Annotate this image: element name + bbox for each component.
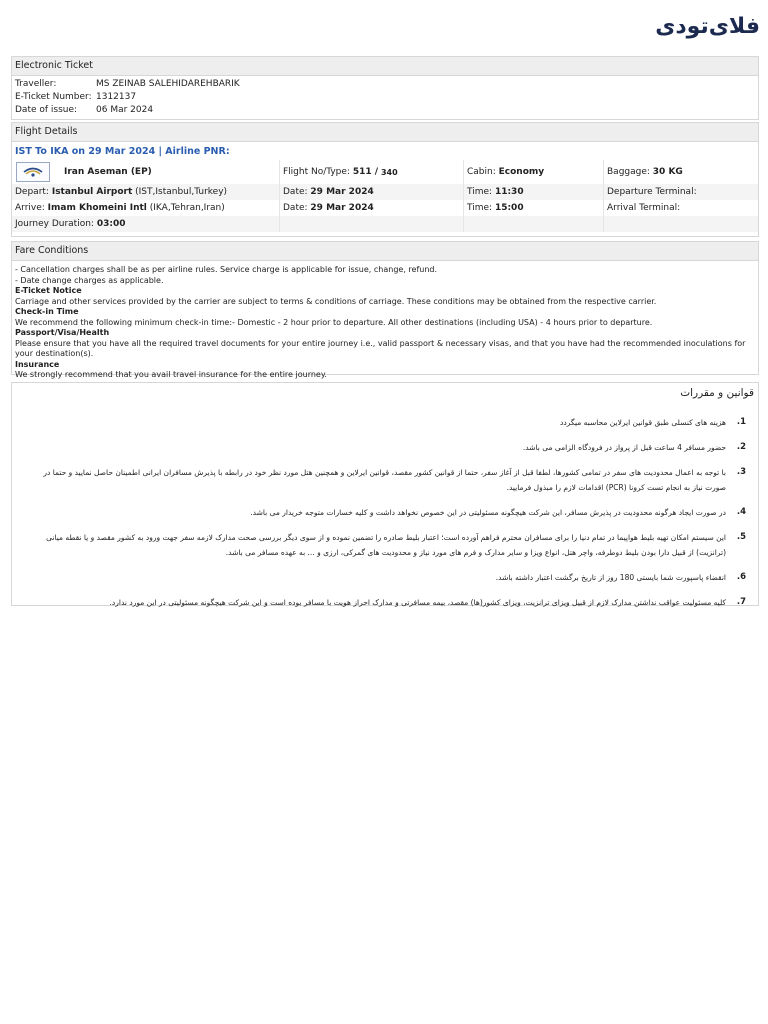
brand-logo: فلای‌تودی (655, 14, 760, 39)
flight-details-section (11, 122, 759, 237)
fare-conditions-section (11, 241, 759, 379)
rule-item (26, 505, 746, 520)
arrive-time-cell (464, 200, 604, 216)
depart-time-label: Time: (467, 187, 493, 197)
eticket-notice-text: Carriage and other services provided by the carrier are subject to terms & conditions of carriage. These conditions may be obtained from the respective carrier. (15, 296, 657, 306)
airline-row (12, 160, 758, 184)
rule-number: 3. (736, 467, 746, 477)
electronic-ticket-section (11, 56, 759, 120)
arrive-cell (12, 200, 280, 216)
date-of-issue-label: Date of issue: (15, 105, 78, 115)
rule-item (26, 440, 746, 455)
fare-line: - Cancellation charges shall be as per airline rules. Service charge is applicable for issue, change, refund. (15, 265, 438, 274)
passport-title: Passport/Visa/Health (15, 328, 110, 337)
depart-date: 29 Mar 2024 (310, 187, 374, 197)
traveller-value: MS ZEINAB SALEHIDAREHBARIK (96, 79, 240, 89)
departure-terminal: Departure Terminal: (607, 187, 697, 197)
rule-text: کلیه مسئولیت عواقب نداشتن مدارک لازم از قبیل ویزای ترانزیت، ویزای کشور(ها) مقصد، بیمه مسافرتی و مدارک احراز هویت با مسافر بوده است و این شرکت هیچگونه مسئولیتی در این مورد ندارد. (109, 598, 726, 607)
rule-number: 5. (736, 532, 746, 542)
arrive-place: (IKA,Tehran,Iran) (149, 203, 225, 213)
arrive-time-label: Time: (467, 203, 493, 213)
cabin-cell (464, 160, 604, 184)
duration-row (12, 216, 758, 232)
section-title: Electronic Ticket (12, 57, 758, 76)
empty-cell (604, 216, 758, 232)
insurance-text: We strongly recommend that you avail travel insurance for the entire journey. (15, 370, 327, 379)
rule-number: 2. (736, 442, 746, 452)
rule-item (26, 530, 746, 560)
rule-number: 4. (736, 507, 746, 517)
depart-place: (IST,Istanbul,Turkey) (135, 187, 228, 197)
arrive-row (12, 200, 758, 216)
rules-section (11, 382, 759, 606)
rule-number: 1. (736, 417, 746, 427)
duration-label: Journey Duration: (15, 219, 94, 229)
depart-time: 11:30 (494, 187, 524, 197)
rule-text: با توجه به اعمال محدودیت های سفر در تمامی کشورها، لطفا قبل از آغاز سفر، حتما از قوانین کشور مقصد، قوانین ایرلاین و همچنین هتل مورد نظر خود در رابطه با پذیرش مسافران ایرانی اطمینان حاصل نمایید و حتما در صورت نیاز به انجام تست کرونا (PCR) اقدامات لازم را مبذول فرمایید. (43, 468, 726, 492)
airline-name: Iran Aseman (EP) (64, 167, 152, 177)
depart-date-label: Date: (283, 187, 308, 197)
aircraft-type: 340 (380, 167, 398, 177)
baggage-label: Baggage: (607, 167, 650, 177)
duration-value: 03:00 (96, 219, 126, 229)
cabin-label: Cabin: (467, 167, 496, 177)
rule-text: در صورت ایجاد هرگونه محدودیت در پذیرش مسافر، این شرکت هیچگونه مسئولیتی در این خصوص نخواهد داشت و کلیه خسارات متوجه خریدار می باشد. (250, 508, 726, 517)
rule-item (26, 415, 746, 430)
fare-line: - Date change charges as applicable. (15, 275, 164, 285)
empty-cell (464, 216, 604, 232)
arrive-date: 29 Mar 2024 (310, 203, 374, 213)
cabin-value: Economy (498, 167, 545, 177)
flight-no-value: 511 / (352, 167, 379, 177)
arrive-airport: Imam Khomeini Intl (47, 203, 147, 213)
rule-text: این سیستم امکان تهیه بلیط هواپیما در تمام دنیا را برای مسافران محترم فراهم آورده است؛ اعتبار بلیط صادره را تضمین نموده و از سوی دیگر بررسی صحت مدارک لازمه سفر جهت ورود به کشور مقصد و یا نقطه میانی (ترانزیت) از قبیل دارا بودن بلیط دوطرفه، واچر هتل، انواع ویزا و سایر مدارک و فرم های مورد نیاز و محدودیت های گمرکی، ارزی و ... به عهده مسافر می باشد. (46, 533, 726, 557)
rule-number: 7. (736, 597, 746, 607)
depart-date-cell (280, 184, 464, 200)
duration-cell (12, 216, 280, 232)
baggage-cell (604, 160, 758, 184)
depart-time-cell (464, 184, 604, 200)
arrive-date-cell (280, 200, 464, 216)
rule-number: 6. (736, 572, 746, 582)
arrive-label: Arrive: (15, 203, 45, 213)
flight-no-cell (280, 160, 464, 184)
checkin-title: Check-in Time (15, 307, 79, 316)
fare-text (12, 261, 758, 384)
airline-cell (12, 160, 280, 184)
depart-row (12, 184, 758, 200)
eticket-number-value: 1312137 (96, 92, 137, 102)
rules-title: قوانین و مقررات (680, 387, 754, 399)
route-heading: IST To IKA on 29 Mar 2024 | Airline PNR: (15, 146, 230, 157)
rule-text: هزینه های کنسلی طبق قوانین ایرلاین محاسبه میگردد (560, 418, 726, 427)
date-of-issue-row (15, 104, 756, 117)
depart-cell (12, 184, 280, 200)
traveller-row (15, 78, 756, 91)
depart-airport: Istanbul Airport (51, 187, 133, 197)
rule-text: انقضاء پاسپورت شما بایستی 180 روز از تاریخ برگشت اعتبار داشته باشد. (495, 573, 726, 582)
eticket-notice-title: E-Ticket Notice (15, 286, 82, 295)
flight-grid (12, 160, 758, 232)
arrive-date-label: Date: (283, 203, 308, 213)
arrival-terminal: Arrival Terminal: (607, 203, 681, 213)
rule-item (26, 595, 746, 610)
ticket-info (12, 76, 758, 119)
section-title: Fare Conditions (12, 242, 758, 261)
flight-no-label: Flight No/Type: (283, 167, 350, 177)
checkin-text: We recommend the following minimum check-in time:- Domestic - 2 hour prior to departure. All other destinations (including USA) - 4 hours prior to departure. (15, 317, 653, 327)
traveller-label: Traveller: (15, 79, 57, 89)
arrive-time: 15:00 (494, 203, 524, 213)
section-title: Flight Details (12, 123, 758, 142)
depart-label: Depart: (15, 187, 49, 197)
baggage-value: 30 KG (652, 167, 683, 177)
airline-logo-icon (16, 162, 50, 182)
eticket-number-label: E-Ticket Number: (15, 92, 92, 102)
rule-item (26, 465, 746, 495)
rule-text: حضور مسافر 4 ساعت قبل از پرواز در فرودگاه الزامی می باشد. (522, 443, 726, 452)
rules-list (12, 399, 758, 628)
passport-text: Please ensure that you have all the required travel documents for your entire journey i.e., valid passport & necessary visas, and that you have had the recommended inoculations for your destination(s). (15, 338, 746, 358)
empty-cell (280, 216, 464, 232)
date-of-issue-value: 06 Mar 2024 (96, 105, 154, 115)
rule-item (26, 570, 746, 585)
eticket-number-row (15, 91, 756, 104)
insurance-title: Insurance (15, 359, 60, 369)
